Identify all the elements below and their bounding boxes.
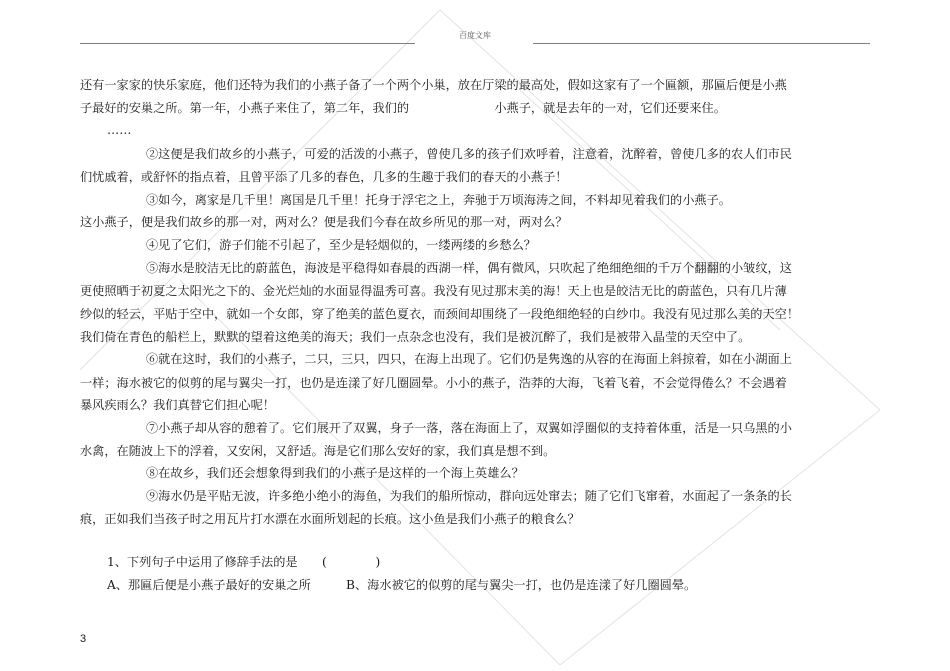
paragraph-line: 水禽，在随波上下的浮着，又安闲，又舒适。海是它们那么安好的家，我们真是想不到。 [80,444,556,458]
header-rule-left [80,43,415,44]
paragraph-line: ⑥就在这时，我们的小燕子，二只，三只，四只，在海上出现了。它们仍是隽逸的从容的在海面上斜掠着，如在小湖面上 [146,352,792,366]
paragraph-line: 还有一家家的快乐家庭，他们还特为我们的小燕子备了一个两个小巢，放在厅梁的最高处，假如这家有了一个匾额，那匾后便是小燕 [80,78,787,92]
paragraph-line: 们忧戚着，或舒怀的指点着，且曾平添了几多的春色，几多的生趣于我们的春天的小燕子！ [80,170,568,184]
header-rule-right [533,43,870,44]
paragraph-line: ⑤海水是胶洁无比的蔚蓝色，海波是平稳得如春晨的西湖一样，偶有微风，只吹起了绝细绝细的千万个翻翻的小皱纹，这 [146,261,792,275]
question-stem: 1、下列句子中运用了修辞手法的是 ( ) [107,555,381,569]
paragraph-line: ②这便是我们故乡的小燕子，可爱的活泼的小燕子，曾使几多的孩子们欢呼着，注意着，沈醉着，曾使几多的农人们市民 [146,147,792,161]
page-number: 3 [80,633,87,645]
paragraph-line: 纱似的轻云，平贴于空中，就如一个女郎，穿了绝美的蓝色夏衣，而颈间却围绕了一段绝细绝轻的白纱巾。我没有见过那么美的天空！ [80,307,800,321]
question-option-b: B、海水被它的似剪的尾与翼尖一打，也仍是连漾了好几圈圆晕。 [346,578,697,592]
paragraph-line: ④见了它们，游子们能不引起了，至少是轻烟似的，一缕两缕的乡愁么？ [146,238,536,252]
paragraph-line: 我们倚在青色的船栏上，默默的望着这绝美的海天；我们一点杂念也没有，我们是被沉醉了，我们是被带入晶莹的天空中了。 [80,330,751,344]
paragraph-line: 更使照晒于初夏之太阳光之下的、金光烂灿的水面显得温秀可喜。我没有见过那末美的海！天上也是皎洁无比的蔚蓝色，只有几片薄 [80,284,787,298]
question-option-a: A、那匾后便是小燕子最好的安巢之所 [107,578,311,592]
paragraph-line: 暴风疾雨么？我们真替它们担心呢！ [80,398,275,412]
paragraph-line: ⑧在故乡，我们还会想象得到我们的小燕子是这样的一个海上英雄么？ [146,466,524,480]
paragraph-line: 一样；海水被它的似剪的尾与翼尖一打，也仍是连漾了好几圈圆晕。小小的燕子，浩莽的大海，飞着飞着，不会觉得倦么？不会遇着 [80,376,787,390]
ellipsis-line: …… [107,123,132,137]
paragraph-line: ⑨海水仍是平贴无波，许多绝小绝小的海鱼，为我们的船所惊动，群向远处窜去；随了它们飞窜着，水面起了一条条的长 [146,489,792,503]
paragraph-line: ③如今，离家是几千里！离国是几千里！托身于浮宅之上，奔驰于万顷海涛之间，不料却见着我们的小燕子。 [146,193,731,207]
paragraph-line: ⑦小燕子却从容的憩着了。它们展开了双翼，身子一落，落在海面上了，双翼如浮圈似的支持着体重，活是一只乌黑的小 [146,421,792,435]
paragraph-line: 痕，正如我们当孩子时之用瓦片打水漂在水面所划起的长痕。这小鱼是我们小燕子的粮食么？ [80,512,580,526]
header-title: 百度文库 [459,31,491,40]
paragraph-line: 子最好的安巢之所。第一年，小燕子来住了，第二年，我们的 小燕子，就是去年的一对，它们还要来住。 [80,101,726,115]
paragraph-line: 这小燕子，便是我们故乡的那一对，两对么？便是我们今春在故乡所见的那一对，两对么？ [80,215,568,229]
